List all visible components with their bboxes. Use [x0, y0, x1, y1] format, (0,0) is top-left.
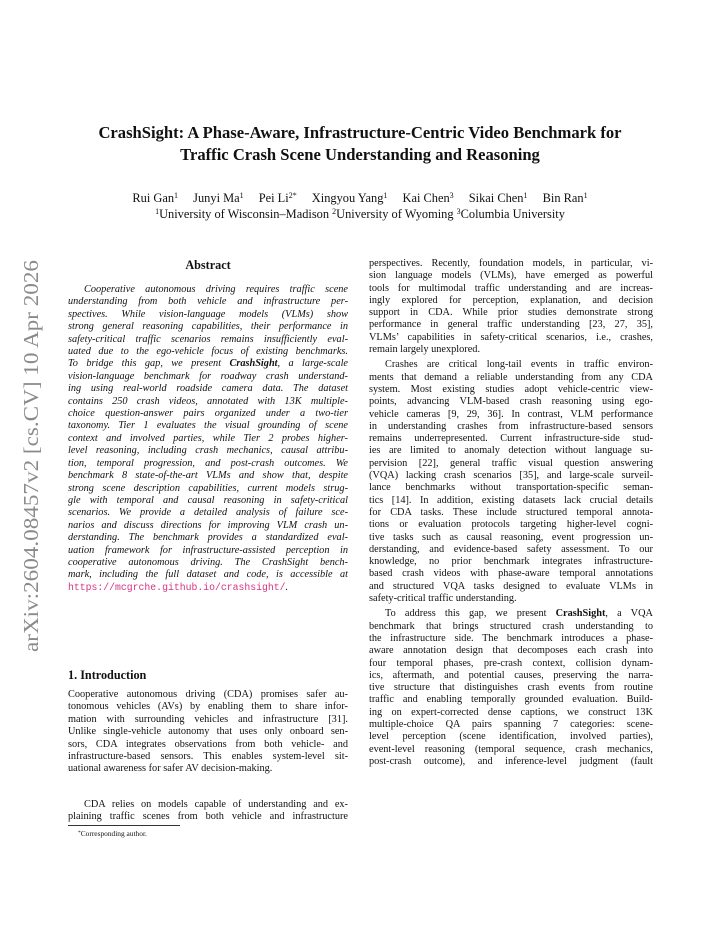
- abstract-line: contains 250 crash videos, annotated with 13K multiple-: [68, 395, 348, 407]
- body-line: traffic and enabling temporally grounded evaluation. Build-: [369, 694, 653, 706]
- body-line: the infrastructure side. The benchmark introduces a phase-: [369, 632, 653, 644]
- abstract-line: mark, including the full dataset and code, is accessible at: [68, 569, 348, 581]
- author-affil-mark: 1: [523, 191, 528, 200]
- author-name: Xingyou Yang: [311, 191, 384, 205]
- body-line: post-crash outcome), and inference-level judgment (fault: [369, 755, 653, 767]
- abstract-line: derstanding. The benchmark provides a standardized eval-: [68, 532, 348, 544]
- abstract-line: ing using real-world roadside camera data. The dataset: [68, 383, 348, 395]
- affiliation: University of Wisconsin–Madison: [159, 207, 333, 221]
- body-line: and structured VQA tasks designed to evaluate VLMs in: [369, 580, 653, 592]
- body-line: infrastructure-based sensors. This enables system-level sit-: [68, 751, 348, 763]
- abstract-line: strong general reasoning capabilities, their performance in: [68, 321, 348, 333]
- body-line: ing on expert-corrected dense captions, we construct 13K: [369, 706, 653, 718]
- body-line: derstanding, and evidence-based safety assessment. To our: [369, 543, 653, 555]
- abstract-line: safety-critical traffic scenarios remains insufficiently eval-: [68, 333, 348, 345]
- author-name: Sikai Chen: [468, 191, 524, 205]
- affil-mark: 3: [456, 207, 461, 216]
- author-name: Kai Chen: [402, 191, 450, 205]
- abstract-line: choice question-answer pairs organized under a two-tier: [68, 408, 348, 420]
- body-line: remain largely unexplored.: [369, 344, 481, 356]
- footnote: [78, 829, 147, 838]
- body-line: [369, 608, 653, 620]
- body-line: ies are limited to anomaly detection without language su-: [369, 445, 653, 457]
- author: [193, 190, 243, 206]
- author-affil-mark: 1: [583, 191, 588, 200]
- body-line: VLMs’ capabilities in safety-critical scenarios, i.e., crashes,: [369, 331, 653, 343]
- author-affil-mark: 2*: [288, 191, 297, 200]
- body-line: tions or evaluation protocols targeting higher-level cogni-: [369, 519, 653, 531]
- right-column: [369, 258, 653, 768]
- benchmark-name: CrashSight: [555, 608, 606, 620]
- body-text: , a VQA: [605, 608, 653, 620]
- abstract-text: To bridge this gap, we present: [68, 358, 230, 370]
- paper-title: [60, 122, 660, 166]
- author: [259, 190, 297, 206]
- body-line: based crash videos with phase-aware temporal annotations: [369, 568, 653, 580]
- body-line: four temporal phases, pre-crash context, collision dynam-: [369, 657, 653, 669]
- body-line: tools for multimodal traffic understanding and are increas-: [369, 282, 653, 294]
- author: [132, 190, 178, 206]
- affil-mark: 1: [155, 207, 160, 216]
- affiliation: Columbia University: [460, 207, 565, 221]
- author: [543, 190, 588, 206]
- body-line: level perception (scene identification, involved parties),: [369, 731, 653, 743]
- footnote-rule: [68, 825, 180, 826]
- footnote-mark: *: [78, 830, 81, 836]
- abstract-line: vision-language benchmark for roadway crash understand-: [68, 370, 348, 382]
- abstract-line: gle with temporal and causal reasoning in safety-critical: [68, 494, 348, 506]
- abstract-line: [68, 358, 348, 370]
- body-line: vehicle cameras [9, 29, 36]. In contrast, VLM performance: [369, 408, 653, 420]
- body-line: lance benchmarks without transportation-specific seman-: [369, 482, 653, 494]
- body-line: event-level reasoning (temporal sequence, crash mechanics,: [369, 743, 653, 755]
- abstract-line: context and involved parties, while Tier 2 probes higher-: [68, 432, 348, 444]
- body-line: (VQA) lacking crash scenarios [35], and large-scale surveil-: [369, 470, 653, 482]
- author: [469, 190, 528, 206]
- abstract-line: taxonomy. Tier 1 evaluates the visual grounding of scene: [68, 420, 348, 432]
- arxiv-stamp: [14, 256, 44, 652]
- project-link[interactable]: https://mcgrche.github.io/crashsight/: [68, 581, 286, 593]
- body-line: plaining traffic scenes from both vehicle and infrastructure: [68, 811, 348, 823]
- body-line: aware annotation design that decomposes each crash into: [369, 645, 653, 657]
- abstract-heading: Abstract: [185, 258, 231, 272]
- body-line: mation with surrounding vehicles and infrastructure [31].: [68, 713, 348, 725]
- body-line: ics, aftermath, and potential causes, preserving the narra-: [369, 669, 653, 681]
- body-line: tonomous vehicles (AVs) by enabling them to share infor-: [68, 701, 348, 713]
- affil-mark: 2: [332, 207, 337, 216]
- body-line: support in CDA. While prior studies demonstrate strong: [369, 307, 653, 319]
- body-line: Unlike single-vehicle autonomy that uses only onboard sen-: [68, 726, 348, 738]
- body-line: CDA relies on models capable of understanding and ex-: [84, 799, 348, 810]
- body-line: benchmark that brings structured crash understanding to: [369, 620, 653, 632]
- affiliation: University of Wyoming: [336, 207, 457, 221]
- abstract-line: uation framework for infrastructure-assisted perception in: [68, 544, 348, 556]
- abstract-text: , a large-scale: [277, 358, 348, 370]
- author-name: Pei Li: [258, 191, 289, 205]
- abstract-line: tion, temporal progression, and post-crash outcomes. We: [68, 457, 348, 469]
- body-line: safety-critical traffic understanding.: [369, 593, 517, 605]
- abstract-line: [68, 582, 348, 594]
- body-line: tive tasks such as causal reasoning, event progression un-: [369, 531, 653, 543]
- body-text: To address this gap, we present: [385, 608, 556, 620]
- arxiv-stamp-text: arXiv:2604.08457v2 [cs.CV] 10 Apr 2026: [19, 296, 43, 652]
- abstract-line: strong scene description capabilities, current models strug-: [68, 482, 348, 494]
- author: [403, 190, 454, 206]
- abstract-text: .: [285, 581, 289, 593]
- abstract-line: Cooperative autonomous driving requires traffic scene: [84, 284, 348, 295]
- author-affil-mark: 1: [239, 191, 244, 200]
- abstract-line: spectives. While vision-language models (VLMs) show: [68, 308, 348, 320]
- intro-paragraph-1: [68, 689, 348, 776]
- author-affil-mark: 3: [449, 191, 454, 200]
- author: [312, 190, 388, 206]
- body-line: knowledge, no prior benchmark integrates infrastructure-: [369, 556, 653, 568]
- author-list: [60, 190, 660, 206]
- author-name: Rui Gan: [132, 191, 175, 205]
- abstract-line: narios and discuss directions for improving VLM crash un-: [68, 519, 348, 531]
- body-line: perspectives. Recently, foundation models, in particular, vi-: [369, 258, 653, 269]
- abstract-line: uated due to the ego-vehicle focus of existing benchmarks.: [68, 346, 348, 358]
- abstract-line: scenarios. We provide a detailed analysis of failure sce-: [68, 507, 348, 519]
- body-line: sors, CDA integrates observations from both vehicle- and: [68, 738, 348, 750]
- section-heading: 1. Introduction: [68, 668, 147, 682]
- body-line: ingly explored for perception, explanation, and decision: [369, 294, 653, 306]
- benchmark-name: CrashSight: [229, 358, 278, 370]
- body-line: Cooperative autonomous driving (CDA) promises safer au-: [68, 689, 348, 700]
- body-line: ments that demand a reliable understanding from any CDA: [369, 371, 653, 383]
- body-line: tive structure that distinguishes crash events from routine: [369, 682, 653, 694]
- author-affil-mark: 1: [174, 191, 179, 200]
- body-line: for CDA tasks. These include structured temporal annota-: [369, 506, 653, 518]
- title-line-1: CrashSight: A Phase-Aware, Infrastructure-Centric Video Benchmark for: [98, 123, 622, 142]
- abstract-line: level reasoning, including crash mechanics, causal attribu-: [68, 445, 348, 457]
- author-name: Junyi Ma: [193, 191, 240, 205]
- intro-paragraph-2: [68, 799, 348, 824]
- body-line: points, advancing VLM-based crash reasoning using ego-: [369, 396, 653, 408]
- abstract-line: cooperative autonomous driving. The CrashSight bench-: [68, 556, 348, 568]
- body-line: performance in general traffic understanding [23, 27, 35],: [369, 319, 653, 331]
- body-line: tics [14]. In addition, existing datasets lack crucial details: [369, 494, 653, 506]
- body-line: pervision [22], general traffic visual question answering: [369, 457, 653, 469]
- body-line: uational awareness for safer AV decision-making.: [68, 763, 273, 775]
- abstract-line: benchmark 8 state-of-the-art VLMs and show that, despite: [68, 470, 348, 482]
- body-line: sion language models (VLMs), have emerged as powerful: [369, 270, 653, 282]
- body-line: multiple-choice QA pairs spanning 7 categories: scene-: [369, 718, 653, 730]
- author-name: Bin Ran: [542, 191, 584, 205]
- body-line: remains underrepresented. Current infrastructure-side stud-: [369, 433, 653, 445]
- body-line: system. Most existing studies adopt vehicle-centric view-: [369, 383, 653, 395]
- abstract-line: understanding from both vehicle and infrastructure per-: [68, 296, 348, 308]
- author-affil-mark: 1: [383, 191, 388, 200]
- body-line: in understanding crashes from infrastructure-based sensors: [369, 420, 653, 432]
- abstract-body: [68, 284, 348, 594]
- affiliations: [60, 206, 660, 222]
- title-line-2: Traffic Crash Scene Understanding and Reasoning: [180, 145, 540, 164]
- body-line: Crashes are critical long-tail events in traffic environ-: [385, 359, 653, 371]
- footnote-text: Corresponding author.: [80, 829, 147, 838]
